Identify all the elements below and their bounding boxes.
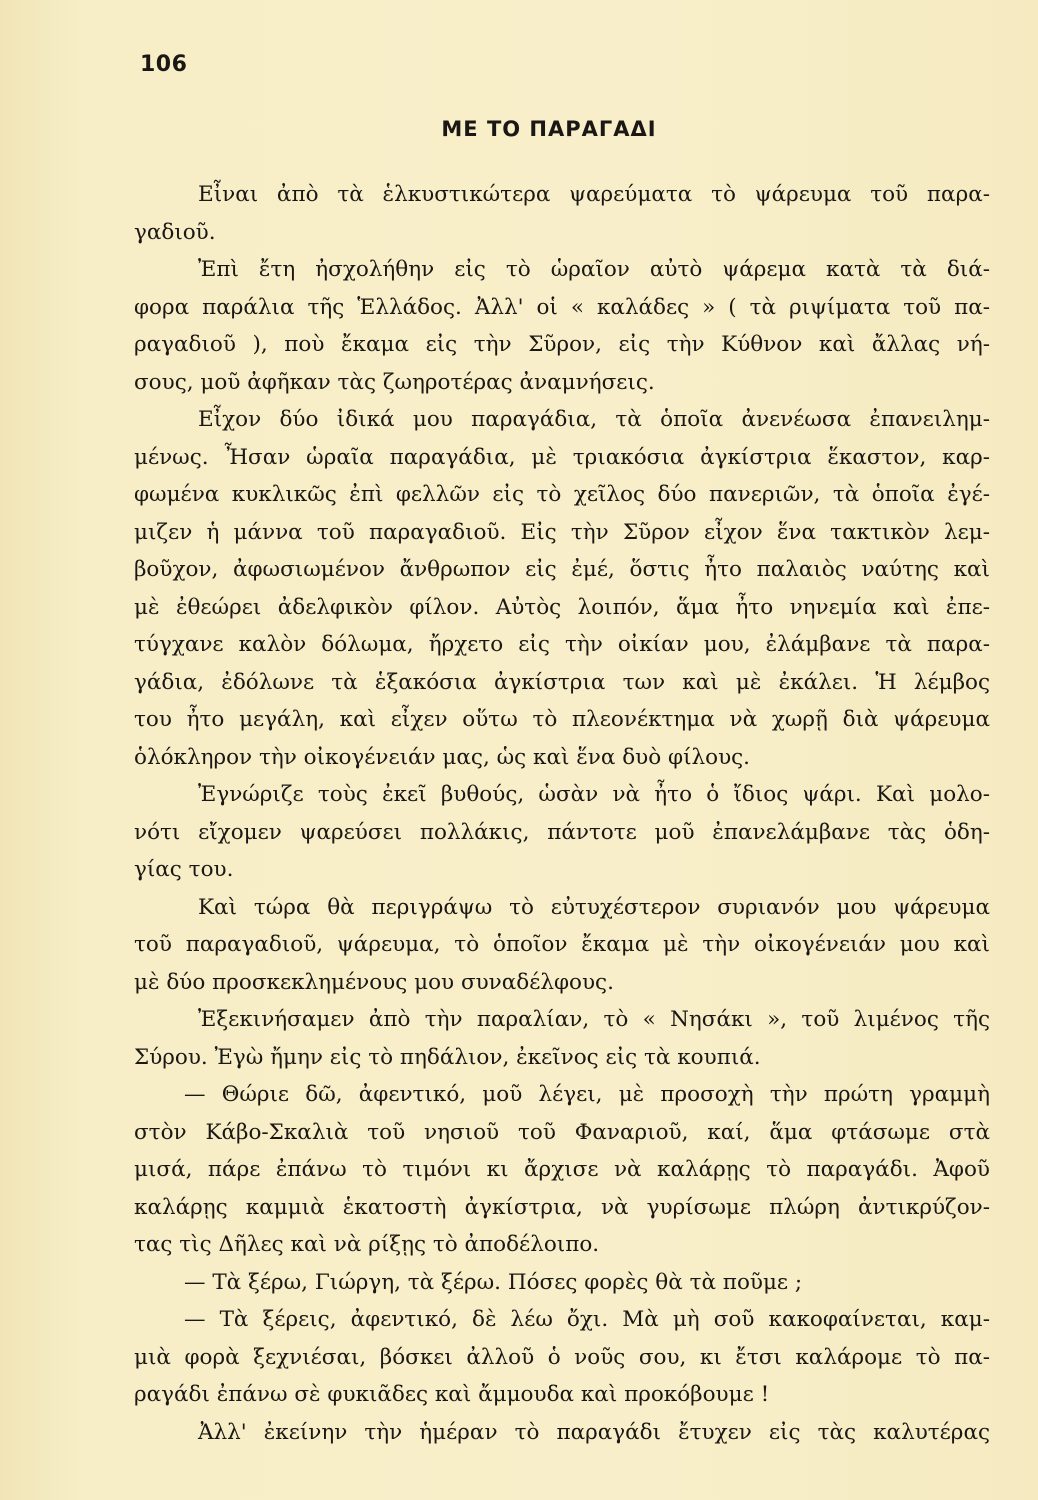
text-line: Ἐξεκινήσαμεν ἀπὸ τὴν παραλίαν, τὸ « Νησάκι », τοῦ λιμένος τῆς <box>198 1007 990 1032</box>
text-line: φωμένα κυκλικῶς ἐπὶ φελλῶν εἰς τὸ χεῖλος δύο πανεριῶν, τὰ ὁποῖα ἐγέ- <box>134 482 990 507</box>
text-line: Ἐπὶ ἔτη ἠσχολήθην εἰς τὸ ὡραῖον αὐτὸ ψάρεμα κατὰ τὰ διά- <box>198 257 990 282</box>
text-line: καλάρῃς καμμιὰ ἑκατοστὴ ἀγκίστρια, νὰ γυρίσωμε πλώρη ἀντικρύζον- <box>134 1194 990 1220</box>
text-line: γαδιοῦ. <box>134 219 216 245</box>
text-line: ραγαδιοῦ ), ποὺ ἔκαμα εἰς τὴν Σῦρον, εἰς τὴν Κύθνον καὶ ἄλλας νή- <box>134 332 990 357</box>
text-line: του ἦτο μεγάλη, καὶ εἶχεν οὕτω τὸ πλεονέκτημα νὰ χωρῇ διὰ ψάρευμα <box>134 707 990 732</box>
text-line: στὸν Κάβο-Σκαλιὰ τοῦ νησιοῦ τοῦ Φαναριοῦ, καί, ἅμα φτάσωμε στὰ <box>134 1119 990 1145</box>
text-line: τας τὶς Δῆλες καὶ νὰ ρίξῃς τὸ ἀποδέλοιπο. <box>134 1232 600 1257</box>
text-line: — Θώριε δῶ, ἀφεντικό, μοῦ λέγει, μὲ προσοχὴ τὴν πρώτη γραμμὴ <box>184 1082 990 1107</box>
text-line: ραγάδι ἐπάνω σὲ φυκιᾶδες καὶ ἄμμουδα καὶ προκόβουμε ! <box>134 1382 770 1407</box>
text-line: μὲ ἐθεώρει ἀδελφικὸν φίλον. Αὐτὸς λοιπόν, ἅμα ἦτο νηνεμία καὶ ἐπε- <box>134 594 990 620</box>
text-line: μένως. Ἦσαν ὡραῖα παραγάδια, μὲ τριακόσια ἀγκίστρια ἕκαστον, καρ- <box>134 444 990 470</box>
text-line: μιὰ φορὰ ξεχνιέσαι, βόσκει ἀλλοῦ ὁ νοῦς σου, κι ἔτσι καλάρομε τὸ πα- <box>134 1344 990 1370</box>
text-line: Εἶχον δύο ἰδικά μου παραγάδια, τὰ ὁποῖα ἀνενέωσα ἐπανειλημ- <box>198 407 990 432</box>
text-line: μιζεν ἡ μάννα τοῦ παραγαδιοῦ. Εἰς τὴν Σῦρον εἶχον ἕνα τακτικὸν λεμ- <box>134 519 990 545</box>
chapter-title: ΜΕ ΤΟ ΠΑΡΑΓΑΔΙ <box>441 117 657 141</box>
text-line: ὁλόκληρον τὴν οἰκογένειάν μας, ὡς καὶ ἕνα δυὸ φίλους. <box>134 744 751 770</box>
text-line: Ἐγνώριζε τοὺς ἐκεῖ βυθούς, ὡσὰν νὰ ἦτο ὁ ἴδιος ψάρι. Καὶ μολο- <box>198 782 990 807</box>
text-line: γάδια, ἐδόλωνε τὰ ἑξακόσια ἀγκίστρια των καὶ μὲ ἐκάλει. Ἡ λέμβος <box>134 669 990 695</box>
text-line: Καὶ τώρα θὰ περιγράψω τὸ εὐτυχέστερον συριανόν μου ψάρευμα <box>198 894 990 920</box>
text-line: γίας του. <box>134 857 234 882</box>
text-line: μισά, πάρε ἐπάνω τὸ τιμόνι κι ἄρχισε νὰ καλάρῃς τὸ παραγάδι. Ἀφοῦ <box>134 1157 990 1182</box>
text-line: φορα παράλια τῆς Ἑλλάδος. Ἀλλ' οἱ « καλάδες » ( τὰ ριψίματα τοῦ πα- <box>134 294 990 320</box>
text-line: Σύρου. Ἐγὼ ἤμην εἰς τὸ πηδάλιον, ἐκεῖνος εἰς τὰ κουπιά. <box>134 1044 761 1070</box>
text-line: Εἶναι ἀπὸ τὰ ἑλκυστικώτερα ψαρεύματα τὸ ψάρευμα τοῦ παρα- <box>198 182 990 207</box>
text-line: βοῦχον, ἀφωσιωμένον ἄνθρωπον εἰς ἐμέ, ὅστις ἦτο παλαιὸς ναύτης καὶ <box>134 557 990 582</box>
text-line: — Τὰ ξέρεις, ἀφεντικό, δὲ λέω ὄχι. Μὰ μὴ σοῦ κακοφαίνεται, καμ- <box>184 1307 990 1332</box>
page-number: 106 <box>140 52 188 77</box>
text-line: τοῦ παραγαδιοῦ, ψάρευμα, τὸ ὁποῖον ἔκαμα μὲ τὴν οἰκογένειάν μου καὶ <box>134 932 990 957</box>
text-line: νότι εἴχομεν ψαρεύσει πολλάκις, πάντοτε μοῦ ἐπανελάμβανε τὰς ὁδη- <box>134 819 990 845</box>
body-text <box>134 176 990 1451</box>
text-line: σους, μοῦ ἀφῆκαν τὰς ζωηροτέρας ἀναμνήσεις. <box>134 369 655 395</box>
text-line: Ἀλλ' ἐκείνην τὴν ἡμέραν τὸ παραγάδι ἔτυχεν εἰς τὰς καλυτέρας <box>198 1419 990 1445</box>
text-line: μὲ δύο προσκεκλημένους μου συναδέλφους. <box>134 969 614 995</box>
text-line: — Τὰ ξέρω, Γιώργη, τὰ ξέρω. Πόσες φορὲς θὰ τὰ ποῦμε ; <box>184 1269 803 1295</box>
text-line: τύγχανε καλὸν δόλωμα, ἤρχετο εἰς τὴν οἰκίαν μου, ἐλάμβανε τὰ παρα- <box>134 632 990 657</box>
